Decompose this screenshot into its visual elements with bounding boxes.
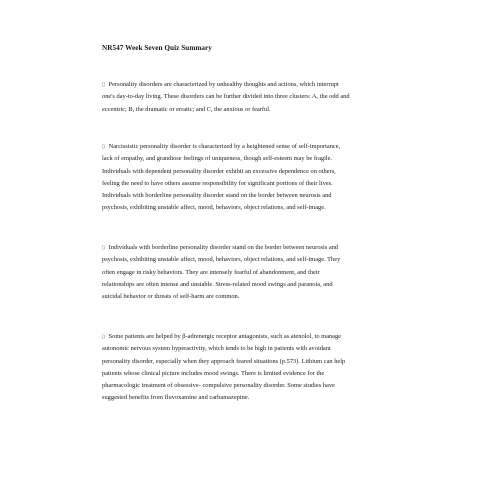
paragraph-line: lack of empathy, and grandiose feelings of uniqueness, though self-esteem may be fragile. [102, 155, 333, 163]
paragraph-line: ▯ Individuals with borderline personality disorder stand on the border between neurosis and [102, 242, 402, 254]
paragraph-line: ▯ Some patients are helped by β-adrenergic receptor antagonists, such as atenolol, to manage [102, 331, 402, 343]
paragraph-line: relationships are often intense and unstable. Stress-related mood swings and paranoia, and [102, 280, 333, 288]
paragraph-line: psychosis, exhibiting unstable affect, mood, behaviors, object relations, and self-image. [102, 204, 326, 212]
document-title: NR547 Week Seven Quiz Summary [102, 44, 212, 52]
paragraph-line: patients whose clinical picture includes mood swings. There is limited evidence for the [102, 369, 325, 377]
paragraph-line: Individuals with borderline personality disorder stand on the border between neurosis and [102, 192, 332, 200]
paragraph-line: eccentric; B, the dramatic or erratic; and C, the anxious or fearful. [102, 105, 271, 113]
paragraph-line: pharmacologic treatment of obsessive- compulsive personality disorder. Some studies have [102, 382, 335, 390]
paragraph-line: ▯ Personality disorders are characterized by unhealthy thoughts and actions, which interrupt [102, 79, 402, 91]
paragraph-line: suicidal behavior or threats of self-harm are common. [102, 293, 240, 301]
paragraph-line: ▯ Narcissistic personality disorder is characterized by a heightened sense of self-importance, [102, 141, 402, 153]
bullet-icon: ▯ [102, 82, 105, 88]
paragraph-treatment [102, 331, 402, 405]
paragraph-line: often engage in risky behaviors. They are intensely fearful of abandonment, and their [102, 268, 320, 276]
paragraph-line: Individuals with dependent personality disorder exhibit an excessive dependence on others, [102, 167, 336, 175]
paragraph-borderline [102, 242, 402, 303]
paragraph-line: one's day-to-day living. These disorders can be further divided into three clusters: A, the odd and [102, 93, 350, 101]
bullet-icon: ▯ [102, 334, 105, 340]
bullet-icon: ▯ [102, 245, 105, 251]
paragraph-line: suggested benefits from fluvoxamine and carbamazepine. [102, 394, 250, 402]
paragraph-line: feeling the need to have others assume responsibility for significant portions of their lives. [102, 179, 333, 187]
paragraph-line: psychosis, exhibiting unstable affect, mood, behaviors, object relations, and self-image. They [102, 256, 341, 264]
paragraph-personality-disorders [102, 79, 402, 116]
paragraph-line: autonomic nervous system hyperactivity, which tends to be high in patients with avoidant [102, 345, 331, 353]
paragraph-line: personality disorder, especially when they approach feared situations (p.573). Lithium can help [102, 357, 346, 365]
bullet-icon: ▯ [102, 144, 105, 150]
paragraph-narcissistic [102, 141, 402, 215]
